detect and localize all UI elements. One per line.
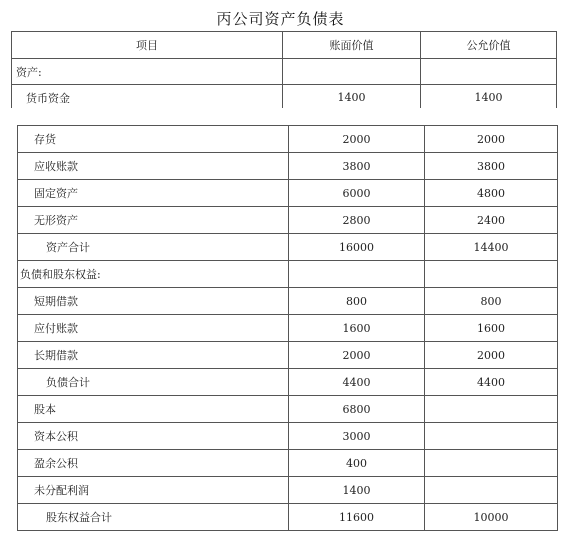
row-fair-value — [425, 450, 558, 477]
balance-sheet-table-bottom — [17, 125, 558, 531]
page-title: 丙公司资产负债表 — [216, 10, 345, 28]
row-fair-value: 4400 — [425, 369, 558, 396]
row-fair-value: 10000 — [425, 504, 558, 531]
row-label: 负债和股东权益: — [18, 261, 289, 288]
table-row — [18, 450, 558, 477]
table-row — [12, 85, 557, 111]
row-book-value: 1600 — [289, 315, 425, 342]
table-row — [18, 342, 558, 369]
row-book-value: 2000 — [289, 126, 425, 153]
row-label: 长期借款 — [18, 342, 289, 369]
row-book-value: 2800 — [289, 207, 425, 234]
row-book-value — [283, 59, 421, 85]
table-row — [18, 369, 558, 396]
row-fair-value — [425, 261, 558, 288]
header-item: 项目 — [12, 32, 283, 59]
row-label: 货币资金 — [12, 85, 283, 111]
row-fair-value — [425, 396, 558, 423]
table-row — [18, 207, 558, 234]
row-label: 负债合计 — [18, 369, 289, 396]
row-fair-value — [421, 59, 557, 85]
header-book-value: 账面价值 — [283, 32, 421, 59]
row-label: 无形资产 — [18, 207, 289, 234]
row-book-value: 16000 — [289, 234, 425, 261]
row-label: 股东权益合计 — [18, 504, 289, 531]
header-fair-value: 公允价值 — [421, 32, 557, 59]
row-label: 未分配利润 — [18, 477, 289, 504]
row-fair-value: 2000 — [425, 342, 558, 369]
row-book-value: 1400 — [283, 85, 421, 111]
row-book-value: 11600 — [289, 504, 425, 531]
row-fair-value: 1600 — [425, 315, 558, 342]
row-fair-value — [425, 423, 558, 450]
table-row — [18, 504, 558, 531]
table-row — [18, 234, 558, 261]
row-fair-value: 2400 — [425, 207, 558, 234]
row-fair-value — [425, 477, 558, 504]
row-label: 股本 — [18, 396, 289, 423]
row-fair-value: 1400 — [421, 85, 557, 111]
row-book-value: 4400 — [289, 369, 425, 396]
table-row — [18, 180, 558, 207]
row-book-value: 800 — [289, 288, 425, 315]
row-fair-value: 2000 — [425, 126, 558, 153]
row-book-value: 3800 — [289, 153, 425, 180]
table-row — [12, 59, 557, 85]
table-row — [18, 153, 558, 180]
table-row — [18, 288, 558, 315]
row-book-value: 3000 — [289, 423, 425, 450]
row-book-value: 2000 — [289, 342, 425, 369]
table-row — [18, 396, 558, 423]
scan-gap — [0, 108, 561, 125]
row-fair-value: 14400 — [425, 234, 558, 261]
row-fair-value: 3800 — [425, 153, 558, 180]
row-book-value: 400 — [289, 450, 425, 477]
table-row — [18, 423, 558, 450]
row-label: 存货 — [18, 126, 289, 153]
row-label: 应收账款 — [18, 153, 289, 180]
row-label: 固定资产 — [18, 180, 289, 207]
row-fair-value: 800 — [425, 288, 558, 315]
row-book-value: 6800 — [289, 396, 425, 423]
row-book-value — [289, 261, 425, 288]
row-label: 盈余公积 — [18, 450, 289, 477]
table-row — [18, 315, 558, 342]
table-row — [18, 477, 558, 504]
row-label: 短期借款 — [18, 288, 289, 315]
table-row — [18, 261, 558, 288]
row-label: 资本公积 — [18, 423, 289, 450]
row-label: 应付账款 — [18, 315, 289, 342]
row-fair-value: 4800 — [425, 180, 558, 207]
table-row — [18, 126, 558, 153]
row-book-value: 1400 — [289, 477, 425, 504]
row-label: 资产合计 — [18, 234, 289, 261]
row-book-value: 6000 — [289, 180, 425, 207]
balance-sheet-table-top — [11, 31, 557, 111]
table-header-row — [12, 32, 557, 59]
row-label: 资产: — [12, 59, 283, 85]
